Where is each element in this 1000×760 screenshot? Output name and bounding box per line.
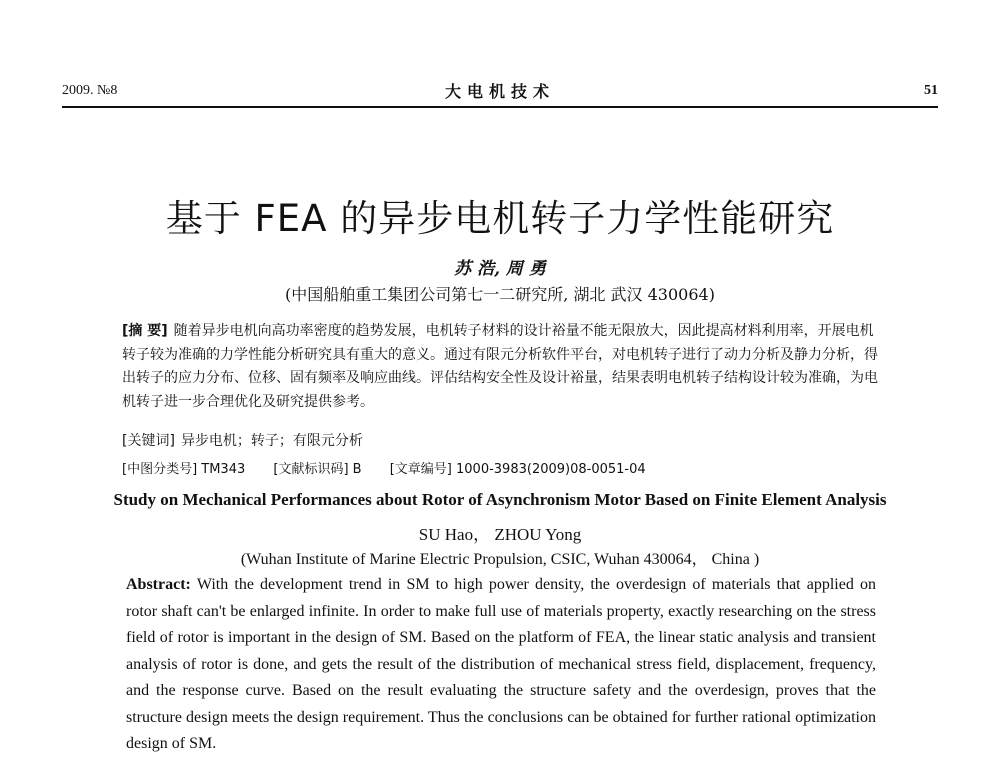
abstract-text: 随着异步电机向高功率密度的趋势发展，电机转子材料的设计裕量不能无限放大，因此提高材料利用率，开展电机转子较为准确的力学性能分析研究具有重大的意义。通过有限元分析软件平台，对电机转子进行了动力分析及静力分析，得出转子的应力分布、位移、固有频率及响应曲线。评估结构安全性及设计裕量，结果表明电机转子结构设计较为准确，为电机转子进一步合理优化及研究提供参考。	[122, 323, 878, 410]
english-authors: SU Hao， ZHOU Yong	[418, 525, 582, 544]
keywords-label: [关键词]	[122, 433, 175, 449]
article-number: [文章编号] 1000-3983(2009)08-0051-04	[389, 462, 646, 477]
classification-line	[122, 460, 882, 480]
english-abstract	[126, 572, 876, 758]
header-rule	[62, 106, 938, 108]
clc-number: [中图分类号] TM343	[122, 462, 246, 477]
author-list: 苏 浩, 周 勇	[454, 259, 546, 279]
english-abstract-label: Abstract:	[126, 576, 191, 593]
running-header	[62, 79, 938, 103]
english-abstract-text: With the development trend in SM to high power density, the overdesign of materials that applied on rotor shaft can't be enlarged infinite. In order to make full use of materials property, exactly researching on the stress field of rotor is important in the design of SM. Based on the platform of FEA, the linear static analysis and transient analysis of rotor is done, and gets the result of the distribution of mechanical stress field, displacement, frequency, and the response curve. Based on the result evaluating the structure safety and the overdesign, proves that the structure design meets the design requirement. Thus the conclusions can be obtained for further rational optimization design of SM.	[126, 576, 876, 752]
english-affiliation: (Wuhan Institute of Marine Electric Propulsion, CSIC, Wuhan 430064， China )	[240, 551, 760, 568]
abstract-label: [摘 要]	[122, 323, 168, 339]
affiliation: (中国船舶重工集团公司第七一二研究所, 湖北 武汉 430064)	[285, 285, 715, 304]
keywords	[122, 431, 882, 451]
paper-title: 基于 FEA 的异步电机转子力学性能研究	[165, 197, 835, 240]
keywords-text: 异步电机；转子；有限元分析	[180, 433, 363, 449]
issue-number: 2009. №8	[62, 83, 118, 98]
chinese-abstract	[122, 320, 882, 414]
english-title: Study on Mechanical Performances about Rotor of Asynchronism Motor Based on Finite Element Analysis	[113, 490, 887, 509]
journal-name: 大电机技术	[444, 82, 555, 101]
page-number: 51	[924, 83, 938, 98]
document-code: [文献标识码] B	[273, 462, 362, 477]
